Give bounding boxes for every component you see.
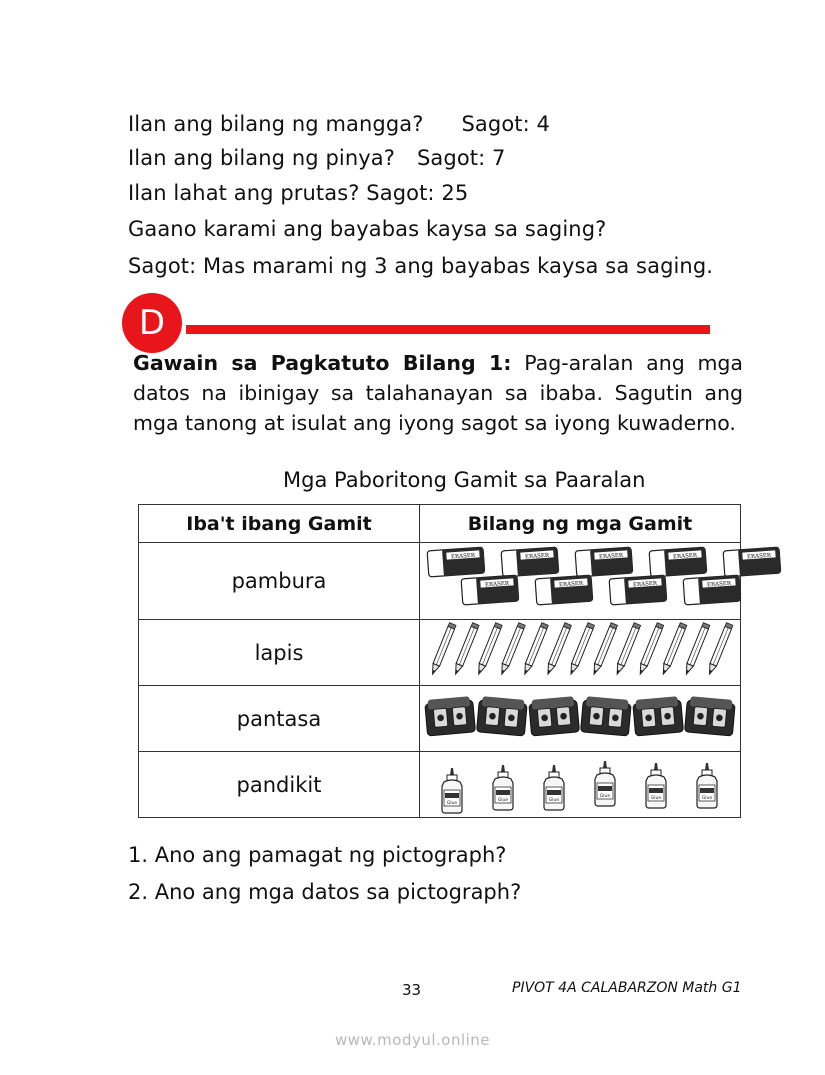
page-number: 33	[402, 981, 422, 999]
glue-icons	[420, 752, 741, 818]
pencil-icon	[545, 623, 572, 676]
sharpener-icon	[633, 696, 684, 736]
pencil-icon	[475, 623, 502, 676]
activity-text: Pag-aralan ang mga datos na ibinigay sa talahanayan sa ibaba. Sagutin ang mga tanong at isulat ang iyong sagot sa iyong kuwaderno.	[133, 351, 743, 435]
glue-icon	[697, 763, 717, 808]
section-divider	[186, 325, 710, 334]
table-title: Mga Paboritong Gamit sa Paaralan	[283, 468, 646, 492]
pencil-icon	[522, 623, 549, 676]
section-badge: D	[122, 293, 182, 353]
question-1: 1. Ano ang pamagat ng pictograph?	[128, 843, 507, 867]
review-answer-2: Sagot: 7	[416, 146, 506, 170]
review-question-2-text: Ilan ang bilang ng pinya?	[128, 146, 395, 170]
pencil-icons	[420, 620, 741, 686]
eraser-icon	[427, 547, 485, 577]
pencil-icon	[429, 623, 456, 676]
glue-icon	[442, 768, 462, 813]
row-label-pandikit: pandikit	[139, 752, 420, 818]
sharpener-icons	[420, 686, 741, 752]
review-question-3: Ilan lahat ang prutas? Sagot: 25	[128, 181, 469, 205]
svg-text:ERASER: ERASER	[598, 552, 624, 561]
svg-text:ERASER: ERASER	[484, 580, 510, 589]
pencil-icon	[614, 623, 641, 676]
review-question-4: Gaano karami ang bayabas kaysa sa saging?	[128, 217, 607, 241]
svg-text:ERASER: ERASER	[524, 552, 550, 561]
activity-title: Gawain sa Pagkatuto Bilang 1:	[133, 351, 512, 375]
svg-text:ERASER: ERASER	[558, 580, 584, 589]
activity-instruction	[133, 348, 743, 438]
series-label: PIVOT 4A CALABARZON Math G1	[512, 980, 742, 996]
eraser-icon	[575, 547, 633, 577]
eraser-icon	[723, 547, 781, 577]
sharpener-icon	[685, 696, 736, 736]
svg-text:Glue: Glue	[497, 798, 509, 803]
sharpener-icon	[581, 696, 632, 736]
header-items: Iba't ibang Gamit	[139, 505, 420, 543]
row-label-pantasa: pantasa	[139, 686, 420, 752]
table-row	[139, 752, 741, 818]
glue-icon	[595, 761, 615, 806]
svg-text:Glue: Glue	[650, 796, 662, 801]
pencil-icon	[660, 623, 687, 676]
review-answer-1: Sagot: 4	[461, 112, 551, 136]
glue-icon	[646, 763, 666, 808]
svg-text:ERASER: ERASER	[450, 552, 476, 561]
svg-text:Glue: Glue	[548, 798, 560, 803]
eraser-icon	[649, 547, 707, 577]
pencil-icon	[706, 623, 733, 676]
table-header-row	[139, 505, 741, 543]
site-watermark: www.modyul.online	[334, 1031, 491, 1049]
glue-icon	[544, 765, 564, 810]
svg-text:Glue: Glue	[446, 801, 458, 806]
review-answer-4: Sagot: Mas marami ng 3 ang bayabas kaysa sa saging.	[128, 254, 714, 278]
pencil-icon	[591, 623, 618, 676]
sharpener-icon	[477, 696, 528, 736]
eraser-icon-group	[420, 543, 772, 619]
eraser-icon	[683, 575, 741, 605]
review-question-2	[128, 146, 506, 170]
pencil-icon	[499, 623, 526, 676]
table-row	[139, 686, 741, 752]
table-row	[139, 543, 741, 620]
row-label-lapis: lapis	[139, 620, 420, 686]
pencil-icon	[637, 623, 664, 676]
eraser-icons	[420, 543, 772, 620]
question-2: 2. Ano ang mga datos sa pictograph?	[128, 880, 522, 904]
svg-text:ERASER: ERASER	[672, 552, 698, 561]
pictograph-table	[138, 504, 772, 818]
table-row	[139, 620, 741, 686]
review-question-1	[128, 112, 550, 136]
svg-text:Glue: Glue	[701, 796, 713, 801]
eraser-icon	[501, 547, 559, 577]
pencil-icon-group	[420, 620, 740, 685]
pencil-icon	[683, 623, 710, 676]
header-count: Bilang ng mga Gamit	[420, 505, 741, 543]
row-label-pambura: pambura	[139, 543, 420, 620]
eraser-icon	[609, 575, 667, 605]
review-question-1-text: Ilan ang bilang ng mangga?	[128, 112, 424, 136]
eraser-icon	[535, 575, 593, 605]
sharpener-icon	[425, 696, 476, 736]
pencil-icon	[452, 623, 479, 676]
glue-icon	[493, 765, 513, 810]
svg-text:ERASER: ERASER	[632, 580, 658, 589]
pencil-icon	[568, 623, 595, 676]
sharpener-icon-group	[420, 686, 740, 751]
sharpener-icon	[529, 696, 580, 736]
svg-text:ERASER: ERASER	[706, 580, 732, 589]
svg-text:ERASER: ERASER	[746, 552, 772, 561]
svg-text:Glue: Glue	[599, 794, 611, 799]
eraser-icon	[461, 575, 519, 605]
glue-icon-group	[420, 752, 740, 817]
